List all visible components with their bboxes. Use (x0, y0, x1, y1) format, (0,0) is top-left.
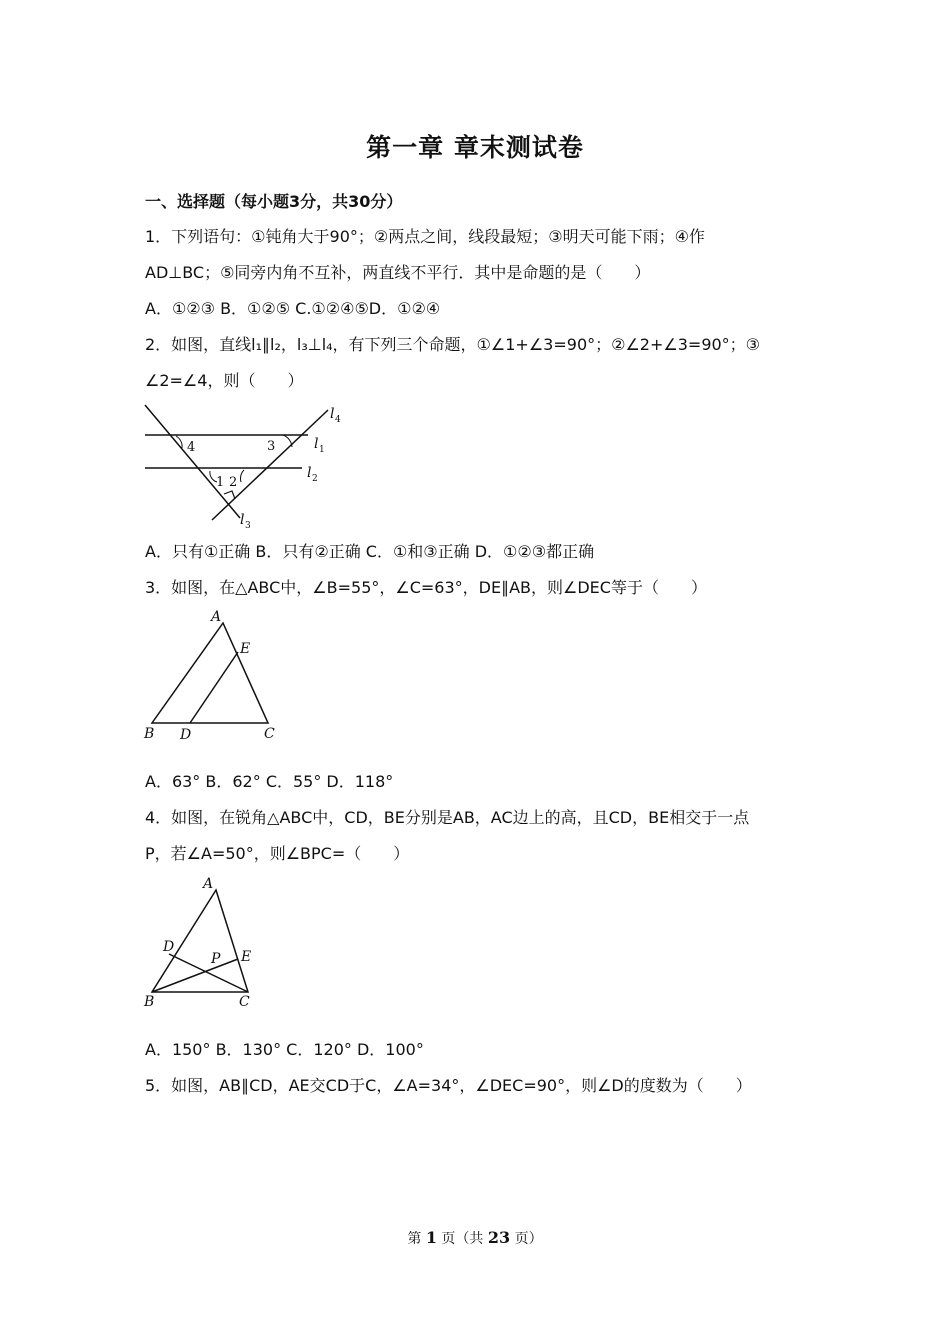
segment-be (152, 959, 238, 992)
q2-options: A．只有①正确 B．只有②正确 C．①和③正确 D．①②③都正确 (145, 542, 595, 561)
page-title: 第一章 章末测试卷 (366, 133, 584, 162)
label-l3-sub: 3 (245, 521, 251, 530)
label-d: D (180, 727, 192, 743)
q4-options: A．150° B．130° C．120° D．100° (145, 1040, 424, 1059)
label-l4-sub: 4 (335, 415, 341, 425)
q1-options: A．①②③ B．①②⑤ C.①②④⑤D．①②④ (145, 299, 441, 318)
label-p: P (211, 951, 221, 967)
footer-page-number: 1 (425, 1228, 437, 1247)
label-l2: l (307, 465, 312, 481)
label-angle4: 4 (187, 440, 196, 455)
right-angle-mark (224, 491, 235, 499)
q3-line1: 3．如图，在△ABC中，∠B=55°，∠C=63°，DE∥AB，则∠DEC等于（ ） (145, 578, 707, 597)
q1-line2: AD⊥BC；⑤同旁内角不互补，两直线不平行．其中是命题的是（ ） (145, 263, 651, 282)
footer-pre: 第 (407, 1231, 426, 1247)
label-e: E (240, 641, 251, 657)
label-l1: l (314, 436, 319, 452)
label-d: D (163, 939, 175, 955)
line-l3 (145, 405, 240, 518)
q2-diagram (140, 400, 350, 530)
q4-diagram (140, 872, 270, 1012)
q4-line1: 4．如图，在锐角△ABC中，CD，BE分别是AB，AC边上的高，且CD，BE相交于一点 (145, 808, 750, 827)
q3-diagram (140, 605, 290, 745)
q1-line1: 1．下列语句：①钝角大于90°；②两点之间，线段最短；③明天可能下雨；④作 (145, 227, 705, 246)
label-angle1: 1 (216, 475, 225, 490)
segment-de (190, 652, 238, 723)
q5-line1: 5．如图，AB∥CD，AE交CD于C，∠A=34°，∠DEC=90°，则∠D的度数为（ ） (145, 1076, 752, 1095)
page-footer (0, 1228, 950, 1248)
label-l3: l (240, 512, 245, 528)
label-b: B (144, 994, 155, 1010)
label-angle2: 2 (229, 475, 238, 490)
q4-figure (140, 872, 270, 1012)
label-l2-sub: 2 (312, 474, 318, 484)
q3-figure (140, 605, 290, 745)
section-heading: 一、选择题（每小题3分，共30分） (145, 192, 403, 211)
triangle-abc (152, 623, 268, 723)
q2-line1: 2．如图，直线l₁∥l₂，l₃⊥l₄，有下列三个命题，①∠1+∠3=90°；②∠2+∠3=90°；③ (145, 335, 761, 354)
q2-line2: ∠2=∠4，则（ ） (145, 371, 304, 390)
q2-figure (140, 400, 350, 530)
label-a: A (203, 876, 214, 892)
label-l4: l (330, 406, 335, 422)
q4-line2: P，若∠A=50°，则∠BPC=（ ） (145, 844, 410, 863)
footer-post: 页） (510, 1231, 543, 1247)
label-c: C (264, 726, 275, 742)
label-e: E (241, 949, 252, 965)
label-b: B (144, 726, 155, 742)
q3-options: A．63° B．62° C．55° D．118° (145, 772, 394, 791)
label-angle3: 3 (267, 439, 276, 454)
angle2-arc (240, 470, 244, 482)
label-a: A (211, 609, 222, 625)
label-c: C (239, 994, 250, 1010)
label-l1-sub: 1 (319, 445, 325, 455)
footer-mid: 页（共 (436, 1231, 488, 1247)
footer-total-pages: 23 (487, 1228, 511, 1247)
